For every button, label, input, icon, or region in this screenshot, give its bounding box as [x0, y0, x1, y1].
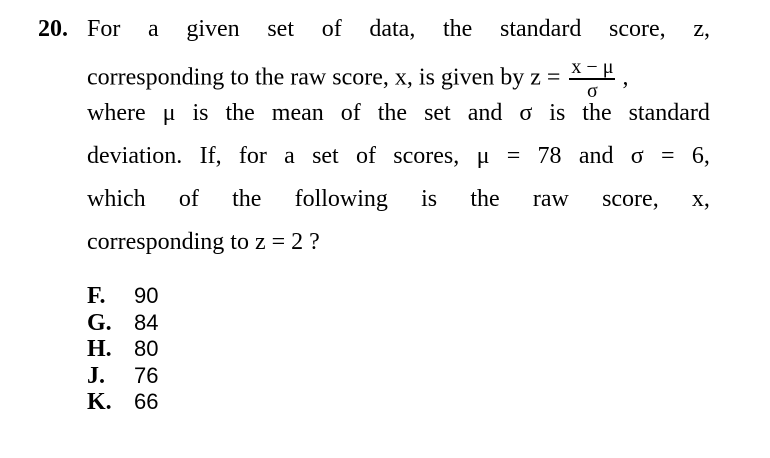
question-word: set [312, 143, 339, 169]
choice-value: 90 [134, 283, 159, 308]
question-word: the [470, 186, 500, 212]
question-word: of [356, 143, 377, 169]
answer-choice-g[interactable] [87, 310, 158, 337]
question-line-4 [87, 141, 710, 171]
question-word: x, [691, 186, 710, 212]
question-word: σ [519, 100, 533, 126]
question-word: the [582, 100, 612, 126]
question-word: where [87, 100, 146, 126]
choice-value: 80 [134, 336, 159, 361]
question-word: the [225, 100, 255, 126]
question-word: score, [609, 16, 666, 42]
question-word: 6, [691, 143, 710, 169]
question-word: μ [476, 143, 490, 169]
question-word: for [238, 143, 267, 169]
standard-score-formula [569, 57, 615, 101]
answer-choices [87, 283, 158, 416]
question-word: 78 [537, 143, 562, 169]
question-word: is [549, 100, 566, 126]
question-word: the [443, 16, 473, 42]
formula-denominator: σ [587, 79, 598, 102]
question-word: set [267, 16, 295, 42]
question-word: of [321, 16, 342, 42]
formula-numerator: x − μ [571, 56, 614, 78]
question-word: If, [199, 143, 222, 169]
question-word: which [87, 186, 146, 212]
question-word: set [424, 100, 451, 126]
question-word: = [660, 143, 675, 169]
choice-value: 66 [134, 389, 159, 414]
question-word: following [294, 186, 388, 212]
question-word: and [467, 100, 503, 126]
question-word: a [284, 143, 295, 169]
question-word: score, [602, 186, 659, 212]
line-2-text: corresponding to the raw score, x, is given by z = [87, 64, 561, 91]
question-word: a [148, 16, 159, 42]
question-word: deviation. [87, 143, 183, 169]
question-word: is [192, 100, 209, 126]
choice-letter: J. [87, 362, 105, 389]
question-word: raw [532, 186, 569, 212]
question-word: the [377, 100, 408, 126]
choice-value: 76 [134, 362, 159, 388]
question-line-1 [87, 14, 710, 44]
question-line-5 [87, 184, 710, 214]
question-word: z, [693, 16, 710, 42]
choice-value: 84 [134, 309, 159, 335]
answer-choice-h[interactable] [87, 336, 158, 363]
choice-letter: G. [87, 309, 112, 336]
question-word: is [421, 186, 438, 212]
question-line-2 [87, 57, 710, 101]
question-word: scores, [393, 143, 460, 169]
answer-choice-k[interactable] [87, 389, 158, 416]
question-word: For [87, 16, 121, 42]
line-2-comma: , [622, 64, 629, 91]
answer-choice-f[interactable] [87, 283, 158, 310]
question-word: of [340, 100, 361, 126]
question-word: data, [369, 16, 416, 42]
answer-choice-j[interactable] [87, 363, 158, 390]
question-word: standard [500, 16, 582, 42]
question-word: standard [628, 100, 710, 126]
choice-letter: F. [87, 283, 106, 309]
question-word: = [506, 143, 521, 169]
question-word: μ [162, 100, 176, 126]
question-number: 20. [38, 16, 68, 42]
question-word: mean [271, 100, 324, 126]
question-word: given [186, 16, 240, 42]
question-word: and [578, 143, 614, 169]
choice-letter: K. [87, 389, 112, 415]
question-line-6: corresponding to z = 2 ? [87, 229, 320, 255]
question-word: the [232, 186, 262, 212]
question-word: of [178, 186, 199, 212]
question-word: σ [630, 143, 644, 169]
choice-letter: H. [87, 336, 112, 362]
question-line-3 [87, 98, 710, 128]
